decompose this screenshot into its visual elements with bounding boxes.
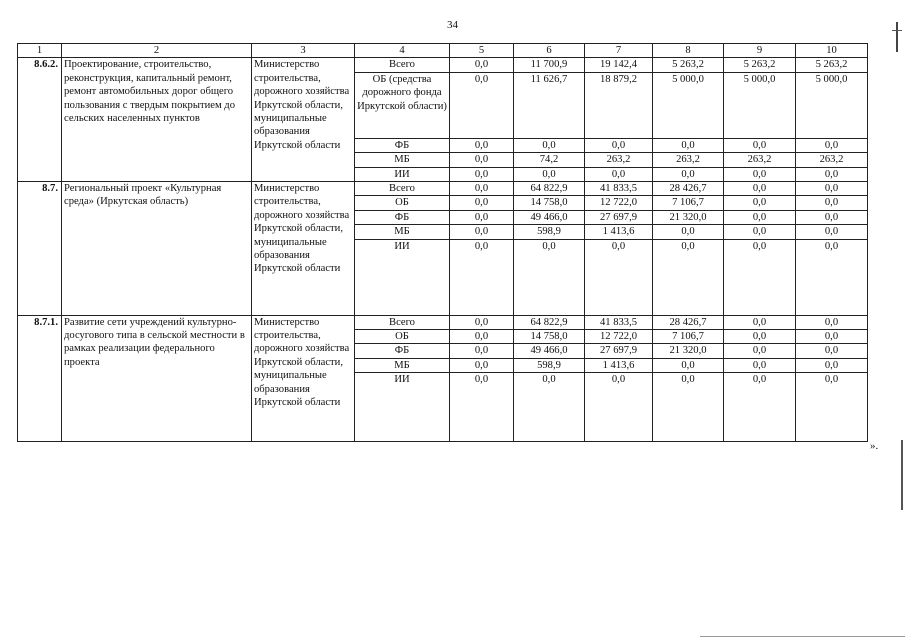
item-name: Проектирование, строительство, реконструкция, капитальный ремонт, ремонт автомобильных дорог общего пользования с твердым покрытием до сельских населенных пунктов <box>62 58 252 182</box>
funding-source: ФБ <box>355 138 450 152</box>
funding-table <box>17 43 868 442</box>
funding-value: 27 697,9 <box>585 210 653 224</box>
funding-value: 11 626,7 <box>514 72 585 138</box>
funding-value: 0,0 <box>724 344 796 358</box>
funding-value: 0,0 <box>450 373 514 442</box>
table-row <box>18 182 868 196</box>
funding-value: 0,0 <box>653 358 724 372</box>
funding-value: 12 722,0 <box>585 196 653 210</box>
item-code: 8.6.2. <box>18 58 62 182</box>
funding-value: 598,9 <box>514 358 585 372</box>
column-header: 8 <box>653 44 724 58</box>
funding-value: 0,0 <box>796 225 868 239</box>
funding-value: 5 263,2 <box>796 58 868 72</box>
funding-value: 0,0 <box>724 330 796 344</box>
item-executor: Министерство строительства, дорожного хозяйства Иркутской области, муниципальные образования Иркутской области <box>252 182 355 316</box>
funding-value: 41 833,5 <box>585 315 653 329</box>
funding-value: 28 426,7 <box>653 182 724 196</box>
table-row <box>18 58 868 72</box>
funding-value: 0,0 <box>585 167 653 181</box>
item-code: 8.7.1. <box>18 315 62 442</box>
funding-value: 0,0 <box>450 330 514 344</box>
funding-value: 0,0 <box>796 167 868 181</box>
funding-value: 0,0 <box>450 315 514 329</box>
funding-value: 598,9 <box>514 225 585 239</box>
funding-value: 0,0 <box>450 210 514 224</box>
funding-value: 0,0 <box>653 373 724 442</box>
funding-value: 0,0 <box>796 358 868 372</box>
funding-value: 263,2 <box>653 153 724 167</box>
funding-value: 0,0 <box>450 138 514 152</box>
column-header: 6 <box>514 44 585 58</box>
funding-value: 0,0 <box>796 330 868 344</box>
funding-value: 0,0 <box>653 225 724 239</box>
funding-source: ОБ <box>355 196 450 210</box>
funding-source: ОБ <box>355 330 450 344</box>
funding-value: 7 106,7 <box>653 330 724 344</box>
funding-value: 14 758,0 <box>514 330 585 344</box>
funding-value: 1 413,6 <box>585 358 653 372</box>
funding-value: 0,0 <box>653 239 724 315</box>
funding-value: 0,0 <box>450 182 514 196</box>
funding-value: 49 466,0 <box>514 344 585 358</box>
funding-value: 0,0 <box>796 210 868 224</box>
column-header: 4 <box>355 44 450 58</box>
funding-value: 41 833,5 <box>585 182 653 196</box>
funding-value: 64 822,9 <box>514 182 585 196</box>
column-header: 7 <box>585 44 653 58</box>
funding-value: 0,0 <box>796 196 868 210</box>
funding-value: 263,2 <box>724 153 796 167</box>
funding-value: 5 263,2 <box>653 58 724 72</box>
funding-value: 5 000,0 <box>653 72 724 138</box>
funding-value: 263,2 <box>585 153 653 167</box>
funding-source: Всего <box>355 182 450 196</box>
item-executor: Министерство строительства, дорожного хозяйства Иркутской области, муниципальные образования Иркутской области <box>252 315 355 442</box>
funding-value: 0,0 <box>724 373 796 442</box>
funding-value: 0,0 <box>585 138 653 152</box>
funding-value: 0,0 <box>450 58 514 72</box>
funding-value: 14 758,0 <box>514 196 585 210</box>
funding-value: 0,0 <box>450 344 514 358</box>
funding-value: 0,0 <box>514 373 585 442</box>
funding-value: 0,0 <box>653 167 724 181</box>
funding-value: 12 722,0 <box>585 330 653 344</box>
funding-value: 0,0 <box>450 72 514 138</box>
funding-value: 5 000,0 <box>724 72 796 138</box>
funding-source: ИИ <box>355 239 450 315</box>
scan-edge-mark <box>896 22 898 52</box>
funding-value: 0,0 <box>724 210 796 224</box>
column-header: 1 <box>18 44 62 58</box>
item-name: Развитие сети учреждений культурно-досугового типа в сельской местности в рамках реализации федерального проекта <box>62 315 252 442</box>
funding-value: 7 106,7 <box>653 196 724 210</box>
funding-value: 21 320,0 <box>653 344 724 358</box>
funding-source: МБ <box>355 225 450 239</box>
scan-edge-mark-2 <box>892 30 902 31</box>
item-code: 8.7. <box>18 182 62 316</box>
funding-value: 1 413,6 <box>585 225 653 239</box>
funding-value: 5 263,2 <box>724 58 796 72</box>
item-name: Региональный проект «Культурная среда» (Иркутская область) <box>62 182 252 316</box>
column-header: 2 <box>62 44 252 58</box>
funding-value: 49 466,0 <box>514 210 585 224</box>
funding-value: 0,0 <box>450 225 514 239</box>
funding-value: 0,0 <box>724 239 796 315</box>
column-header: 3 <box>252 44 355 58</box>
funding-value: 0,0 <box>724 196 796 210</box>
funding-value: 0,0 <box>450 167 514 181</box>
scan-bottom-line <box>700 636 905 637</box>
funding-value: 0,0 <box>796 344 868 358</box>
funding-value: 0,0 <box>514 138 585 152</box>
funding-value: 0,0 <box>724 138 796 152</box>
funding-value: 0,0 <box>450 239 514 315</box>
funding-value: 18 879,2 <box>585 72 653 138</box>
funding-value: 0,0 <box>724 225 796 239</box>
column-header: 9 <box>724 44 796 58</box>
funding-value: 19 142,4 <box>585 58 653 72</box>
funding-value: 0,0 <box>450 153 514 167</box>
funding-value: 0,0 <box>653 138 724 152</box>
table-row <box>18 315 868 329</box>
page-number: 34 <box>447 19 458 31</box>
funding-value: 11 700,9 <box>514 58 585 72</box>
funding-value: 5 000,0 <box>796 72 868 138</box>
funding-value: 0,0 <box>450 196 514 210</box>
header-row <box>18 44 868 58</box>
funding-value: 0,0 <box>796 182 868 196</box>
funding-value: 0,0 <box>585 239 653 315</box>
scan-edge-mark-right <box>901 440 903 510</box>
funding-source: МБ <box>355 358 450 372</box>
funding-source: ФБ <box>355 210 450 224</box>
funding-value: 0,0 <box>796 239 868 315</box>
funding-value: 0,0 <box>796 138 868 152</box>
column-header: 5 <box>450 44 514 58</box>
funding-value: 21 320,0 <box>653 210 724 224</box>
funding-value: 0,0 <box>724 358 796 372</box>
funding-source: Всего <box>355 315 450 329</box>
closing-quote-mark: ». <box>870 440 879 452</box>
funding-value: 0,0 <box>514 239 585 315</box>
funding-value: 27 697,9 <box>585 344 653 358</box>
funding-value: 0,0 <box>514 167 585 181</box>
funding-value: 0,0 <box>724 315 796 329</box>
funding-value: 74,2 <box>514 153 585 167</box>
funding-value: 0,0 <box>796 373 868 442</box>
funding-value: 0,0 <box>450 358 514 372</box>
column-header: 10 <box>796 44 868 58</box>
item-executor: Министерство строительства, дорожного хозяйства Иркутской области, муниципальные образования Иркутской области <box>252 58 355 182</box>
funding-value: 0,0 <box>724 167 796 181</box>
funding-source: МБ <box>355 153 450 167</box>
funding-value: 64 822,9 <box>514 315 585 329</box>
funding-value: 0,0 <box>585 373 653 442</box>
funding-value: 263,2 <box>796 153 868 167</box>
funding-source: ИИ <box>355 373 450 442</box>
funding-source: ИИ <box>355 167 450 181</box>
funding-value: 0,0 <box>796 315 868 329</box>
funding-source: ФБ <box>355 344 450 358</box>
funding-value: 28 426,7 <box>653 315 724 329</box>
funding-source: ОБ (средства дорожного фонда Иркутской области) <box>355 72 450 138</box>
funding-source: Всего <box>355 58 450 72</box>
funding-value: 0,0 <box>724 182 796 196</box>
